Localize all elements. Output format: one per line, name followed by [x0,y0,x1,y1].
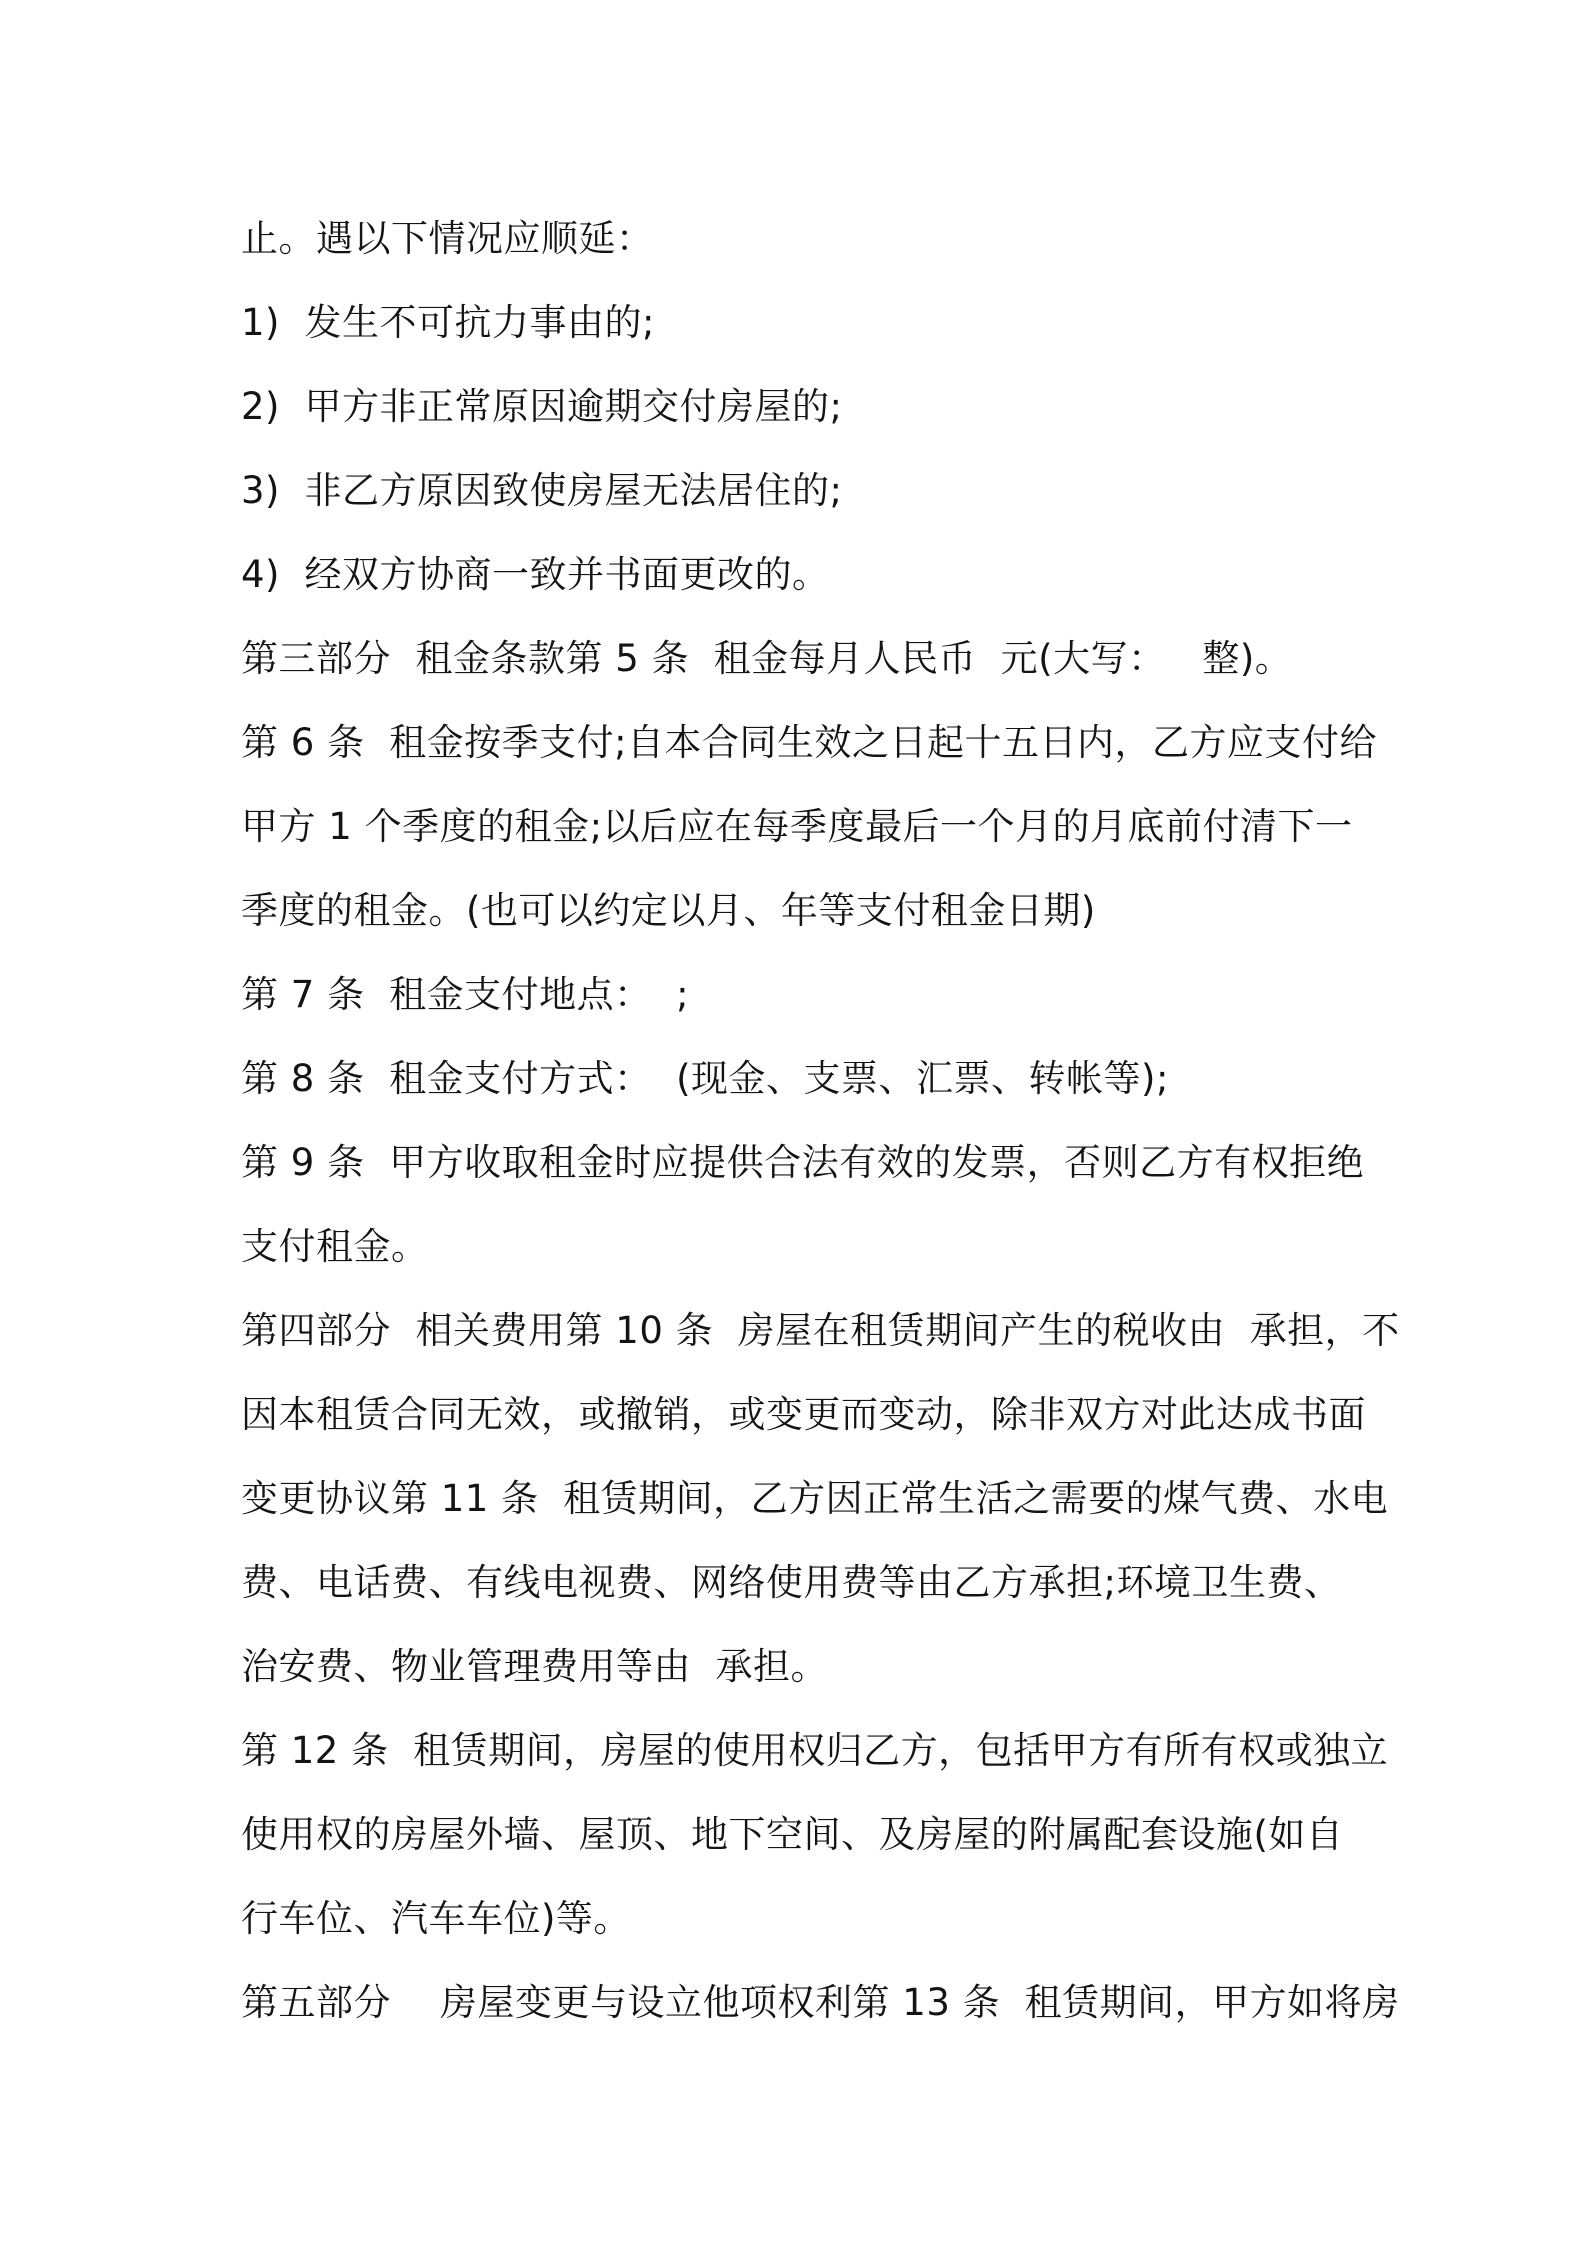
text-line: 4) 经双方协商一致并书面更改的。 [241,553,830,596]
text-line: 季度的租金。(也可以约定以月、年等支付租金日期) [241,889,1096,932]
text-line: 第 9 条 甲方收取租金时应提供合法有效的发票，否则乙方有权拒绝 [241,1141,1365,1184]
text-line: 费、电话费、有线电视费、网络使用费等由乙方承担;环境卫生费、 [241,1561,1342,1604]
document-body [241,197,1400,2045]
section-heading-line: 第三部分 租金条款第 5 条 租金每月人民币 元(大写： 整)。 [241,637,1293,680]
text-line: 使用权的房屋外墙、屋顶、地下空间、及房屋的附属配套设施(如自 [241,1813,1344,1856]
text-line: 3) 非乙方原因致使房屋无法居住的; [241,469,843,512]
text-line: 变更协议第 11 条 租赁期间，乙方因正常生活之需要的煤气费、水电 [241,1477,1389,1520]
text-line: 第 6 条 租金按季支付;自本合同生效之日起十五日内，乙方应支付给 [241,721,1378,764]
text-line: 2) 甲方非正常原因逾期交付房屋的; [241,385,843,428]
text-line: 治安费、物业管理费用等由 承担。 [241,1645,829,1688]
text-line: 行车位、汽车车位)等。 [241,1897,631,1940]
text-line: 第 7 条 租金支付地点： ; [241,973,690,1016]
text-line: 第 12 条 租赁期间，房屋的使用权归乙方，包括甲方有所有权或独立 [241,1729,1389,1772]
section-heading-line: 第四部分 相关费用第 10 条 房屋在租赁期间产生的税收由 承担，不 [241,1309,1400,1352]
section-heading-line: 第五部分 房屋变更与设立他项权利第 13 条 租赁期间，甲方如将房 [241,1981,1400,2024]
text-line: 止。遇以下情况应顺延： [241,217,654,260]
text-line: 支付租金。 [241,1225,429,1268]
text-line: 第 8 条 租金支付方式： (现金、支票、汇票、转帐等); [241,1057,1169,1100]
text-line: 因本租赁合同无效，或撤销，或变更而变动，除非双方对此达成书面 [241,1393,1366,1436]
text-line: 1) 发生不可抗力事由的; [241,301,655,344]
text-line: 甲方 1 个季度的租金;以后应在每季度最后一个月的月底前付清下一 [241,805,1353,848]
